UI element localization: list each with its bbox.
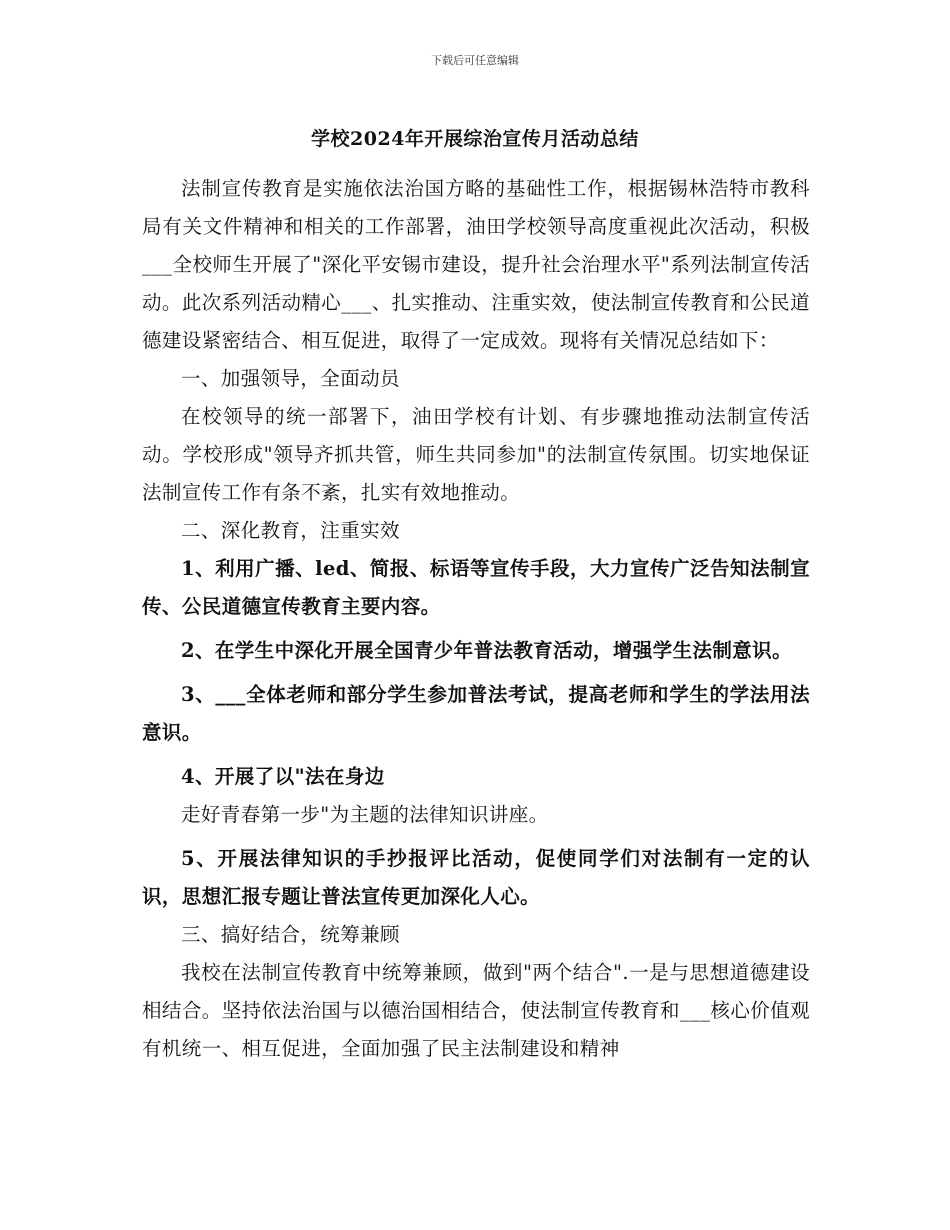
list-item-1: 1、利用广播、led、简报、标语等宣传手段，大力宣传广泛告知法制宣传、公民道德宣传教育主要内容。 [142,557,810,618]
list-item-5: 5、开展法律知识的手抄报评比活动，促使同学们对法制有一定的认识，思想汇报专题让普法宣传更加深化人心。 [142,847,810,908]
section-1-paragraph: 在校领导的统一部署下，油田学校有计划、有步骤地推动法制宣传活动。学校形成"领导齐抓共管，师生共同参加"的法制宣传氛围。切实地保证法制宣传工作有条不紊，扎实有效地推动。 [142,405,810,504]
list-item-4: 4、开展了以"法在身边 [181,765,385,788]
list-item-2: 2、在学生中深化开展全国青少年普法教育活动，增强学生法制意识。 [181,639,792,662]
document-body [142,170,810,1068]
intro-paragraph: 法制宣传教育是实施依法治国方略的基础性工作，根据锡林浩特市教科局有关文件精神和相关的工作部署，油田学校领导高度重视此次活动，积极___全校师生开展了"深化平安锡市建设，提升社会治理水平"系列法制宣传活动。此次系列活动精心___、扎实推动、注重实效，使法制宣传教育和公民道德建设紧密结合、相互促进，取得了一定成效。现将有关情况总结如下： [142,177,810,352]
header-note: 下载后可任意编辑 [431,54,519,67]
section-heading-1: 一、加强领导，全面动员 [181,367,400,390]
section-heading-3: 三、搞好结合，统筹兼顾 [181,923,400,946]
section-3-paragraph: 我校在法制宣传教育中统筹兼顾，做到"两个结合".一是与思想道德建设相结合。坚持依法治国与以德治国相结合，使法制宣传教育和___核心价值观有机统一、相互促进，全面加强了民主法制建设和精神 [142,961,810,1060]
section-heading-2: 二、深化教育，注重实效 [181,519,400,542]
document-title: 学校2024年开展综治宣传月活动总结 [311,128,639,150]
list-item-3: 3、___全体老师和部分学生参加普法考试，提高老师和学生的学法用法意识。 [142,683,810,744]
list-item-4-continued: 走好青春第一步"为主题的法律知识讲座。 [181,803,549,826]
